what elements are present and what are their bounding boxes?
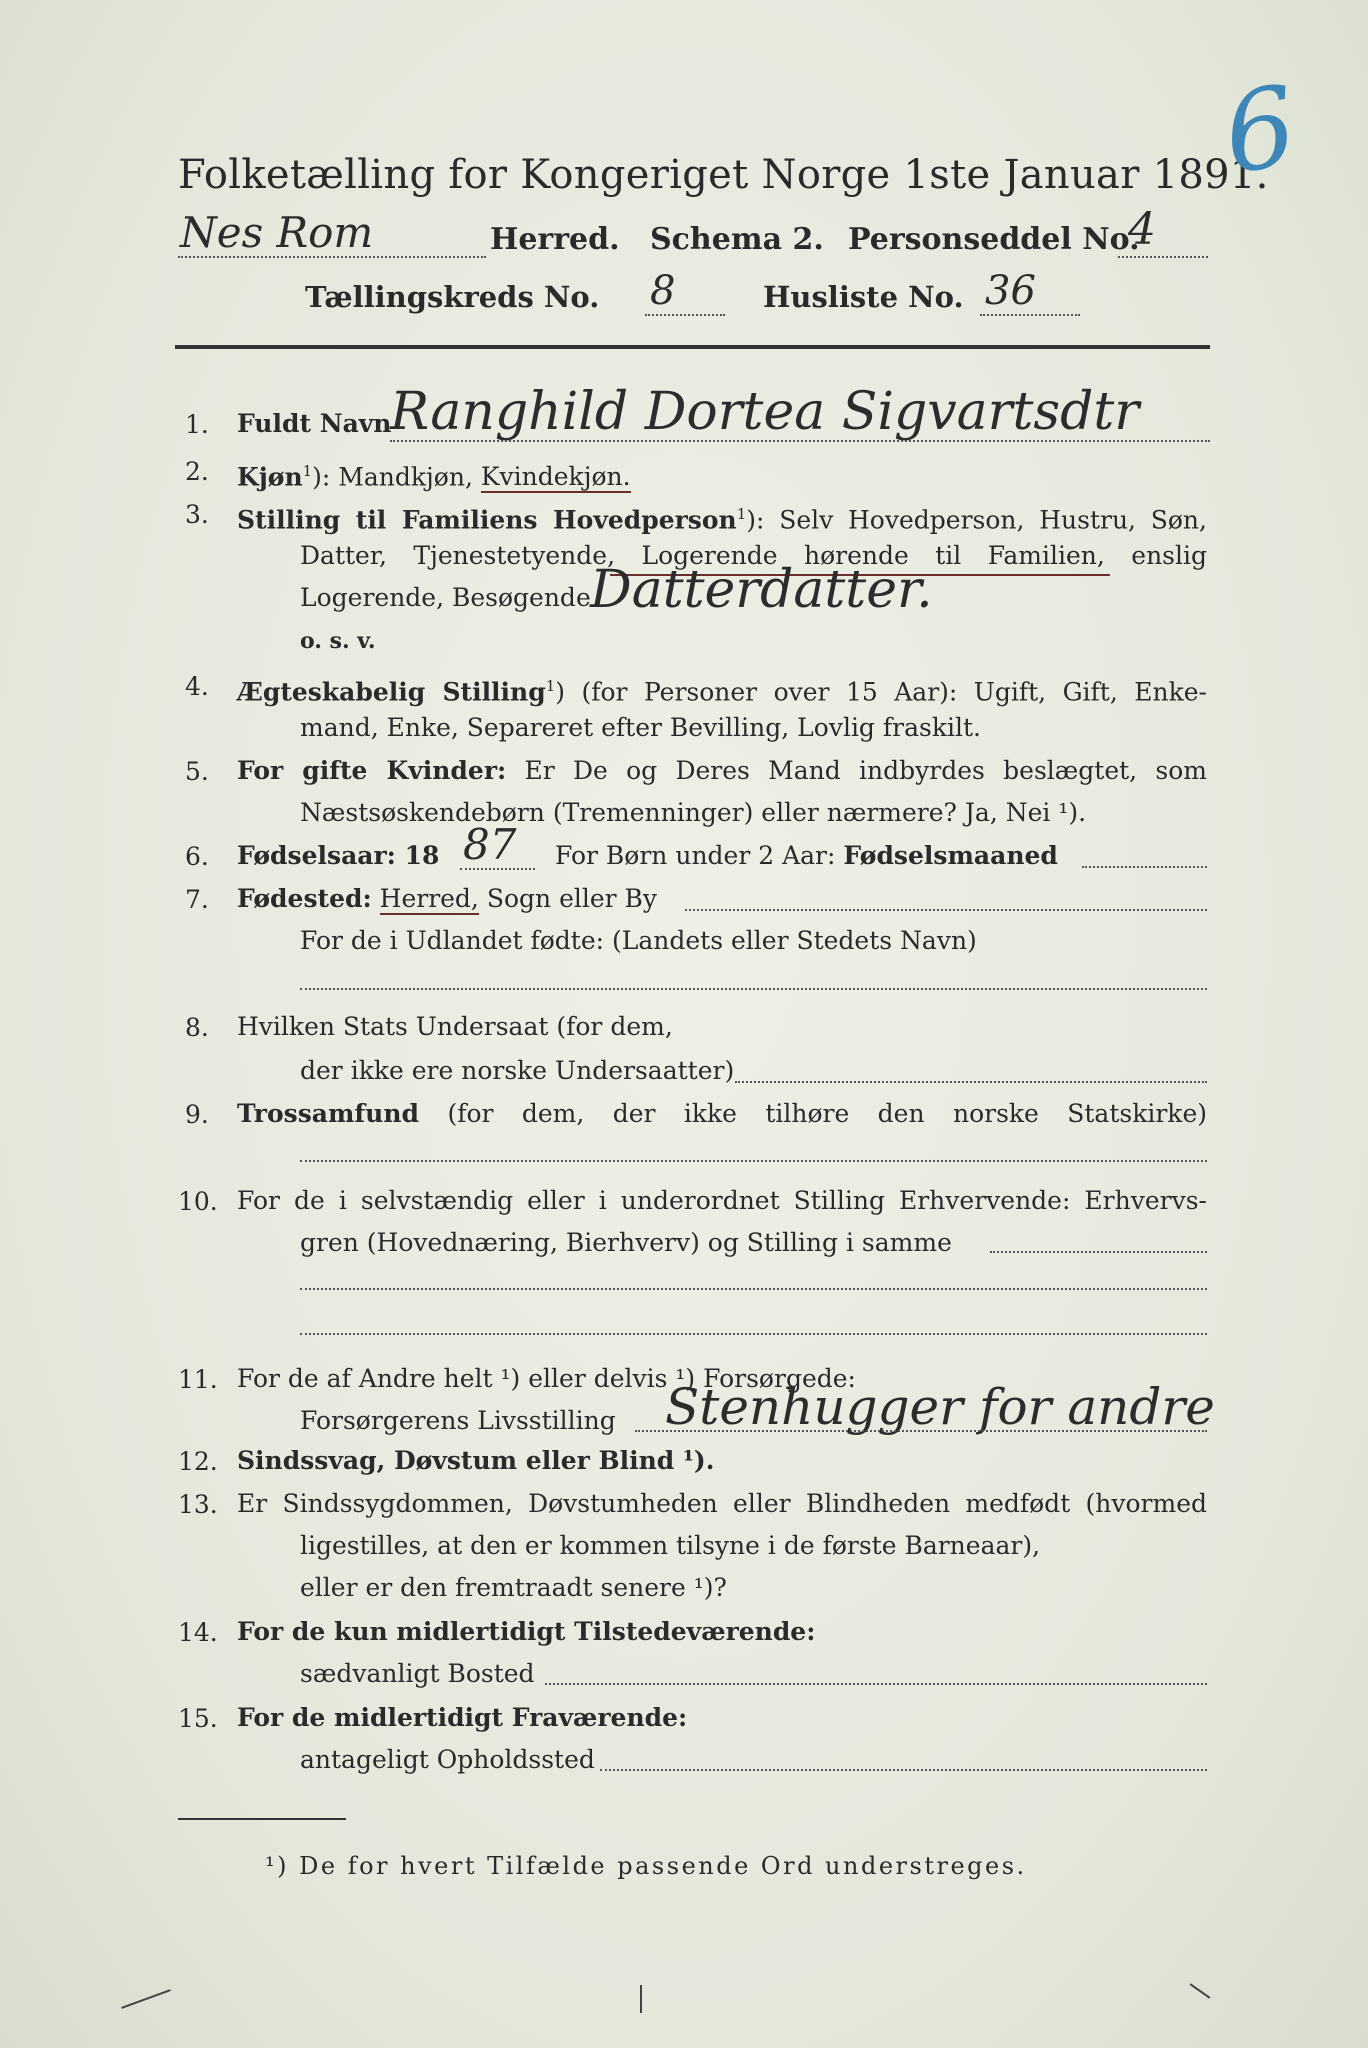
item-4-line2: mand, Enke, Separeret efter Bevilling, Lovlig fraskilt.	[300, 713, 981, 742]
footnote-rule	[178, 1818, 346, 1820]
item-10-number: 10.	[178, 1187, 218, 1216]
provider-occupation-value: Stenhugger for andre	[665, 1378, 1215, 1436]
item-11-number: 11.	[178, 1365, 218, 1394]
item-12-line1: Sindssvag, Døvstum eller Blind ¹).	[237, 1446, 715, 1475]
item-6-label: Fødselsaar: 18	[237, 841, 440, 870]
item-8-line2: der ikke ere norske Undersaatter)	[300, 1056, 735, 1085]
husliste-value: 36	[985, 268, 1036, 314]
item-3-line3: Logerende, Besøgende	[300, 583, 591, 612]
item-10-line2: gren (Hovednæring, Bierhverv) og Stilling i samme	[300, 1228, 952, 1257]
full-name-value: Ranghild Dortea Sigvartsdtr	[390, 382, 1140, 442]
item-12-number: 12.	[178, 1447, 218, 1476]
item-1-number: 1.	[185, 410, 209, 439]
kvindekjon-underlined: Kvindekjøn.	[480, 462, 631, 492]
header-rule	[175, 345, 1210, 349]
husliste-label: Husliste No.	[763, 280, 964, 314]
item-14-line1: For de kun midlertidigt Tilstedeværende:	[237, 1617, 816, 1646]
item-14-number: 14.	[178, 1618, 218, 1647]
schema-label: Schema 2.	[650, 222, 824, 257]
item-6-rest: For Børn under 2 Aar: Fødselsmaaned	[555, 841, 1058, 870]
margin-mark-center	[640, 1985, 642, 2013]
margin-mark-right	[1190, 1983, 1211, 1998]
item-10-line1: For de i selvstændig eller i underordnet Stilling Erhvervende: Erhvervs-	[237, 1186, 1207, 1215]
herred-label: Herred.	[490, 222, 620, 257]
family-position-value: Datterdatter.	[590, 560, 933, 620]
item-3-number: 3.	[185, 500, 209, 529]
kreds-label: Tællingskreds No.	[305, 280, 600, 314]
item-14-line2: sædvanligt Bosted	[300, 1659, 535, 1688]
personseddel-value: 4	[1128, 204, 1156, 255]
herred-value: Nes Rom	[180, 208, 374, 257]
item-13-line1: Er Sindssygdommen, Døvstumheden eller Blindheden medfødt (hvormed	[237, 1489, 1207, 1518]
item-11-line2: Forsørgerens Livsstilling	[300, 1406, 616, 1435]
item-7-line2: For de i Udlandet fødte: (Landets eller Stedets Navn)	[300, 926, 977, 955]
item-15-line1: For de midlertidigt Fraværende:	[237, 1703, 688, 1732]
item-9-number: 9.	[185, 1100, 209, 1129]
item-4-line1: Ægteskabelig Stilling$^1$) (for Personer over 15 Aar): Ugift, Gift, Enke-	[237, 677, 1207, 707]
item-4-number: 4.	[185, 672, 209, 701]
item-2-text: Kjøn$^1$): Mandkjøn, Kvindekjøn.	[237, 462, 631, 492]
item-9-line1: Trossamfund (for dem, der ikke tilhøre den norske Statskirke)	[237, 1099, 1207, 1128]
item-5-number: 5.	[185, 757, 209, 786]
item-2-number: 2.	[185, 457, 209, 486]
item-15-number: 15.	[178, 1704, 218, 1733]
item-5-line1: For gifte Kvinder: Er De og Deres Mand indbyrdes beslægtet, som	[237, 756, 1207, 785]
item-13-line3: eller er den fremtraadt senere ¹)?	[300, 1573, 727, 1602]
form-title: Folketælling for Kongeriget Norge 1ste Januar 1891.	[178, 152, 1269, 198]
kreds-value: 8	[650, 268, 676, 314]
item-5-line2: Næstsøskendebørn (Tremenninger) eller nærmere? Ja, Nei ¹).	[300, 798, 1087, 827]
herred-underlined: Herred,	[379, 884, 479, 913]
item-8-number: 8.	[185, 1013, 209, 1042]
item-15-line2: antageligt Opholdssted	[300, 1745, 595, 1774]
corner-mark: 6	[1216, 61, 1304, 199]
item-13-line2: ligestilles, at den er kommen tilsyne i de første Barneaar),	[300, 1531, 1041, 1560]
item-6-number: 6.	[185, 842, 209, 871]
item-13-number: 13.	[178, 1490, 218, 1519]
item-3-line2: Datter, Tjenestetyende, Logerende hørende til Familien, enslig	[300, 541, 1207, 570]
personseddel-label: Personseddel No.	[848, 222, 1140, 257]
margin-mark-left	[121, 1989, 171, 2009]
item-1-label: Fuldt Navn	[237, 409, 392, 438]
item-7-number: 7.	[185, 885, 209, 914]
item-7-line1: Fødested: Herred, Sogn eller By	[237, 884, 658, 913]
item-3-line1: Stilling til Familiens Hovedperson$^1$): Selv Hovedperson, Hustru, Søn,	[237, 505, 1207, 535]
birth-year-value: 87	[463, 820, 517, 869]
footnote: ¹) De for hvert Tilfælde passende Ord understreges.	[265, 1852, 1027, 1880]
item-11-line1: For de af Andre helt ¹) eller delvis ¹) Forsørgede:	[237, 1364, 856, 1393]
item-3-line4: o. s. v.	[300, 628, 376, 654]
item-8-line1: Hvilken Stats Undersaat (for dem,	[237, 1012, 673, 1041]
